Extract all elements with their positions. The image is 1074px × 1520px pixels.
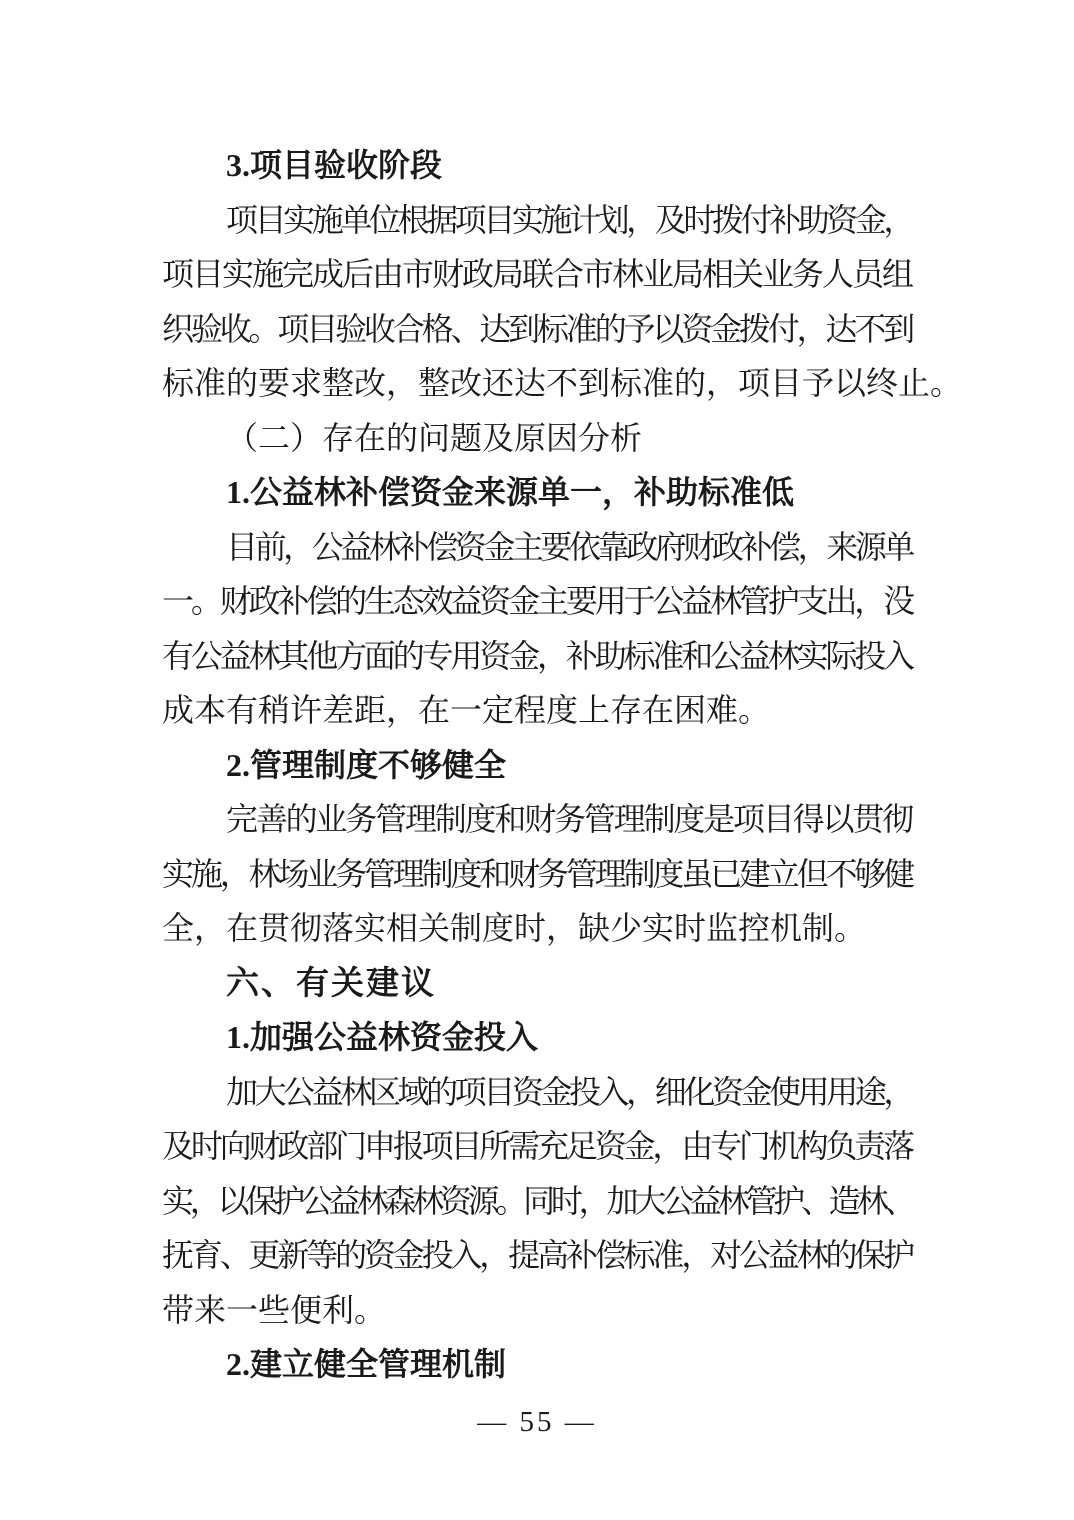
paragraph-line: 目前，公益林补偿资金主要依靠政府财政补偿，来源单 (226, 528, 913, 565)
paragraph-line: 成本有稍许差距，在一定程度上存在困难。 (162, 692, 771, 728)
paragraph-line: 项目实施单位根据项目实施计划，及时拨付补助资金， (226, 201, 913, 238)
numbered-heading: 2.管理制度不够健全 (226, 746, 507, 783)
paragraph-line: 及时向财政部门申报项目所需充足资金，由专门机构负责落 (162, 1128, 913, 1164)
paragraph-line: 全，在贯彻落实相关制度时，缺少实时监控机制。 (162, 910, 867, 946)
numbered-heading: 1.公益林补偿资金来源单一，补助标准低 (226, 474, 795, 510)
paragraph-line: 实施，林场业务管理制度和财务管理制度虽已建立但不够健 (162, 855, 913, 892)
paragraph-line: 有公益林其他方面的专用资金，补助标准和公益林实际投入 (162, 637, 913, 674)
paragraph-line: 实，以保护公益林森林资源。同时，加大公益林管护、造林、 (162, 1182, 913, 1219)
section-heading: 六、有关建议 (226, 963, 436, 1001)
paragraph-line: 织验收。项目验收合格、达到标准的予以资金拨付，达不到 (162, 310, 913, 347)
paragraph-line: 项目实施完成后由市财政局联合市林业局相关业务人员组 (162, 256, 913, 292)
paragraph-line: 完善的业务管理制度和财务管理制度是项目得以贯彻 (226, 801, 913, 837)
paragraph-line: 带来一些便利。 (162, 1291, 387, 1328)
numbered-heading: 3.项目验收阶段 (226, 147, 443, 183)
paragraph-line: 抚育、更新等的资金投入，提高补偿标准，对公益林的保护 (162, 1237, 913, 1273)
numbered-heading: 2.建立健全管理机制 (226, 1346, 507, 1382)
document-content (162, 138, 963, 1392)
page-number: — 55 — (477, 1406, 597, 1438)
numbered-heading: 1.加强公益林资金投入 (226, 1019, 539, 1055)
subsection-heading: （二）存在的问题及原因分析 (226, 419, 643, 456)
paragraph-line: 标准的要求整改，整改还达不到标准的，项目予以终止。 (162, 365, 963, 401)
paragraph-line: 加大公益林区域的项目资金投入，细化资金使用用途， (226, 1073, 913, 1110)
paragraph-line: 一。财政补偿的生态效益资金主要用于公益林管护支出，没 (162, 583, 913, 619)
